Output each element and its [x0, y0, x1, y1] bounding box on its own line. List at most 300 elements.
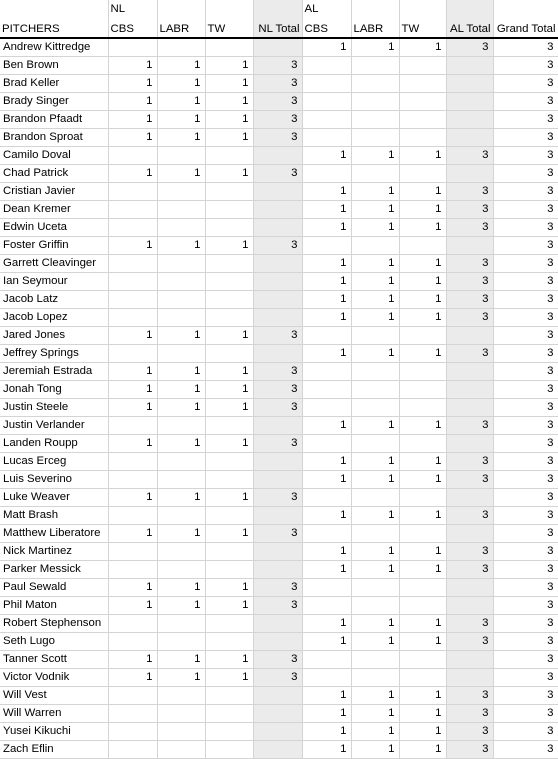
- al-tw-cell[interactable]: [399, 129, 446, 147]
- nl-total-cell[interactable]: [253, 633, 302, 651]
- name-cell[interactable]: Chad Patrick: [0, 165, 108, 183]
- al-cbs-cell[interactable]: [302, 579, 351, 597]
- al-cbs-cell[interactable]: 1: [302, 345, 351, 363]
- grand-total-cell[interactable]: 3: [493, 291, 558, 309]
- al-cbs-cell[interactable]: 1: [302, 273, 351, 291]
- al-tw-cell[interactable]: 1: [399, 507, 446, 525]
- al-tw-cell[interactable]: [399, 579, 446, 597]
- al-labr-cell[interactable]: [351, 435, 399, 453]
- al-cbs-cell[interactable]: 1: [302, 507, 351, 525]
- nl-tw-cell[interactable]: 1: [205, 399, 253, 417]
- al-labr-cell[interactable]: [351, 57, 399, 75]
- al-total-cell[interactable]: 3: [446, 273, 493, 291]
- grand-total-cell[interactable]: 3: [493, 453, 558, 471]
- al-cbs-cell[interactable]: [302, 57, 351, 75]
- nl-tw-cell[interactable]: 1: [205, 651, 253, 669]
- nl-tw-cell[interactable]: [205, 633, 253, 651]
- nl-labr-cell[interactable]: [157, 291, 205, 309]
- nl-tw-cell[interactable]: 1: [205, 237, 253, 255]
- nl-labr-cell[interactable]: [157, 273, 205, 291]
- al-tw-cell[interactable]: 1: [399, 291, 446, 309]
- al-tw-cell[interactable]: 1: [399, 147, 446, 165]
- nl-labr-cell[interactable]: 1: [157, 399, 205, 417]
- grand-total-cell[interactable]: 3: [493, 579, 558, 597]
- grand-total-cell[interactable]: 3: [493, 723, 558, 741]
- nl-labr-cell[interactable]: 1: [157, 93, 205, 111]
- nl-labr-cell[interactable]: 1: [157, 489, 205, 507]
- nl-cbs-cell[interactable]: 1: [108, 525, 157, 543]
- al-total-cell[interactable]: 3: [446, 723, 493, 741]
- al-tw-header[interactable]: TW: [399, 18, 446, 38]
- al-cbs-cell[interactable]: 1: [302, 543, 351, 561]
- nl-tw-cell[interactable]: [205, 561, 253, 579]
- al-cbs-cell[interactable]: [302, 399, 351, 417]
- nl-total-cell[interactable]: 3: [253, 327, 302, 345]
- nl-cbs-cell[interactable]: 1: [108, 111, 157, 129]
- grand-total-cell[interactable]: 3: [493, 651, 558, 669]
- al-labr-cell[interactable]: 1: [351, 687, 399, 705]
- al-total-cell[interactable]: [446, 435, 493, 453]
- al-labr-cell[interactable]: [351, 363, 399, 381]
- nl-tw-cell[interactable]: 1: [205, 75, 253, 93]
- name-cell[interactable]: Ben Brown: [0, 57, 108, 75]
- al-tw-cell[interactable]: 1: [399, 615, 446, 633]
- al-total-cell[interactable]: [446, 579, 493, 597]
- nl-total-cell[interactable]: [253, 705, 302, 723]
- al-cbs-cell[interactable]: 1: [302, 723, 351, 741]
- name-cell[interactable]: Camilo Doval: [0, 147, 108, 165]
- nl-labr-cell[interactable]: [157, 723, 205, 741]
- al-labr-cell[interactable]: [351, 525, 399, 543]
- nl-tw-cell[interactable]: [205, 291, 253, 309]
- al-cbs-cell[interactable]: 1: [302, 687, 351, 705]
- al-tw-cell[interactable]: [399, 165, 446, 183]
- al-tw-cell[interactable]: 1: [399, 561, 446, 579]
- al-cbs-cell[interactable]: 1: [302, 219, 351, 237]
- nl-labr-cell[interactable]: 1: [157, 597, 205, 615]
- name-cell[interactable]: Dean Kremer: [0, 201, 108, 219]
- nl-tw-cell[interactable]: 1: [205, 129, 253, 147]
- al-cbs-cell[interactable]: [302, 75, 351, 93]
- al-labr-cell[interactable]: [351, 165, 399, 183]
- nl-tw-cell[interactable]: 1: [205, 165, 253, 183]
- al-labr-cell[interactable]: 1: [351, 471, 399, 489]
- nl-total-cell[interactable]: [253, 38, 302, 57]
- name-cell[interactable]: Brandon Pfaadt: [0, 111, 108, 129]
- nl-tw-cell[interactable]: 1: [205, 579, 253, 597]
- name-cell[interactable]: Will Warren: [0, 705, 108, 723]
- nl-tw-cell[interactable]: [205, 723, 253, 741]
- nl-labr-cell[interactable]: [157, 453, 205, 471]
- al-labr-cell[interactable]: 1: [351, 183, 399, 201]
- al-tw-cell[interactable]: 1: [399, 309, 446, 327]
- nl-labr-cell[interactable]: [157, 705, 205, 723]
- nl-total-cell[interactable]: 3: [253, 597, 302, 615]
- al-labr-cell[interactable]: [351, 651, 399, 669]
- al-cbs-cell[interactable]: [302, 381, 351, 399]
- nl-tw-cell[interactable]: [205, 273, 253, 291]
- grand-total-cell[interactable]: 3: [493, 705, 558, 723]
- al-cbs-cell[interactable]: [302, 435, 351, 453]
- nl-total-cell[interactable]: 3: [253, 381, 302, 399]
- al-tw-cell[interactable]: [399, 489, 446, 507]
- nl-cbs-cell[interactable]: 1: [108, 237, 157, 255]
- nl-total-cell[interactable]: [253, 687, 302, 705]
- al-cbs-cell[interactable]: [302, 363, 351, 381]
- nl-total-cell[interactable]: [253, 345, 302, 363]
- nl-cbs-cell[interactable]: [108, 345, 157, 363]
- nl-labr-cell[interactable]: 1: [157, 525, 205, 543]
- nl-total-cell[interactable]: 3: [253, 399, 302, 417]
- nl-total-cell[interactable]: [253, 615, 302, 633]
- nl-cbs-cell[interactable]: [108, 201, 157, 219]
- al-total-header[interactable]: AL Total: [446, 18, 493, 38]
- al-labr-cell[interactable]: [351, 579, 399, 597]
- al-labr-cell[interactable]: [351, 399, 399, 417]
- al-tw-cell[interactable]: [399, 93, 446, 111]
- nl-total-cell[interactable]: 3: [253, 489, 302, 507]
- nl-labr-cell[interactable]: 1: [157, 651, 205, 669]
- grand-total-cell[interactable]: 3: [493, 561, 558, 579]
- al-labr-cell[interactable]: 1: [351, 201, 399, 219]
- al-tw-cell[interactable]: 1: [399, 741, 446, 759]
- name-cell[interactable]: Zach Eflin: [0, 741, 108, 759]
- nl-total-cell[interactable]: 3: [253, 129, 302, 147]
- nl-tw-header[interactable]: TW: [205, 18, 253, 38]
- al-cbs-cell[interactable]: [302, 651, 351, 669]
- nl-cbs-cell[interactable]: 1: [108, 579, 157, 597]
- nl-labr-cell[interactable]: [157, 201, 205, 219]
- name-cell[interactable]: Jacob Lopez: [0, 309, 108, 327]
- name-cell[interactable]: Paul Sewald: [0, 579, 108, 597]
- al-cbs-cell[interactable]: 1: [302, 147, 351, 165]
- nl-total-cell[interactable]: 3: [253, 237, 302, 255]
- al-labr-cell[interactable]: [351, 381, 399, 399]
- al-tw-cell[interactable]: 1: [399, 219, 446, 237]
- nl-group-header[interactable]: NL: [108, 0, 157, 18]
- nl-cbs-cell[interactable]: 1: [108, 327, 157, 345]
- name-cell[interactable]: Jonah Tong: [0, 381, 108, 399]
- nl-labr-cell[interactable]: 1: [157, 165, 205, 183]
- nl-total-cell[interactable]: 3: [253, 111, 302, 129]
- al-tw-cell[interactable]: [399, 669, 446, 687]
- nl-total-cell[interactable]: [253, 471, 302, 489]
- nl-tw-cell[interactable]: [205, 183, 253, 201]
- grand-total-cell[interactable]: 3: [493, 129, 558, 147]
- name-cell[interactable]: Edwin Uceta: [0, 219, 108, 237]
- nl-labr-header[interactable]: LABR: [157, 18, 205, 38]
- nl-labr-cell[interactable]: 1: [157, 435, 205, 453]
- al-labr-cell[interactable]: 1: [351, 723, 399, 741]
- nl-total-cell[interactable]: [253, 183, 302, 201]
- al-total-cell[interactable]: 3: [446, 453, 493, 471]
- al-cbs-cell[interactable]: 1: [302, 615, 351, 633]
- grand-total-cell[interactable]: 3: [493, 57, 558, 75]
- al-tw-cell[interactable]: [399, 75, 446, 93]
- al-cbs-cell[interactable]: 1: [302, 453, 351, 471]
- al-labr-cell[interactable]: 1: [351, 255, 399, 273]
- al-cbs-cell[interactable]: [302, 327, 351, 345]
- grand-total-cell[interactable]: 3: [493, 435, 558, 453]
- nl-labr-cell[interactable]: [157, 255, 205, 273]
- nl-cbs-cell[interactable]: 1: [108, 57, 157, 75]
- nl-total-cell[interactable]: [253, 273, 302, 291]
- nl-cbs-cell[interactable]: [108, 453, 157, 471]
- nl-labr-cell[interactable]: [157, 147, 205, 165]
- al-total-cell[interactable]: [446, 75, 493, 93]
- al-total-cell[interactable]: [446, 669, 493, 687]
- grand-total-cell[interactable]: 3: [493, 255, 558, 273]
- nl-tw-cell[interactable]: [205, 147, 253, 165]
- al-total-cell[interactable]: 3: [446, 687, 493, 705]
- nl-cbs-cell[interactable]: [108, 507, 157, 525]
- nl-cbs-cell[interactable]: 1: [108, 75, 157, 93]
- nl-labr-cell[interactable]: [157, 38, 205, 57]
- name-cell[interactable]: Ian Seymour: [0, 273, 108, 291]
- al-cbs-cell[interactable]: 1: [302, 201, 351, 219]
- nl-cbs-cell[interactable]: [108, 38, 157, 57]
- grand-total-cell[interactable]: 3: [493, 75, 558, 93]
- grand-total-cell[interactable]: 3: [493, 273, 558, 291]
- nl-total-cell[interactable]: 3: [253, 75, 302, 93]
- nl-labr-cell[interactable]: 1: [157, 363, 205, 381]
- al-labr-cell[interactable]: 1: [351, 345, 399, 363]
- grand-total-cell[interactable]: 3: [493, 327, 558, 345]
- nl-labr-cell[interactable]: 1: [157, 111, 205, 129]
- al-total-cell[interactable]: [446, 129, 493, 147]
- al-cbs-cell[interactable]: [302, 237, 351, 255]
- grand-total-cell[interactable]: 3: [493, 741, 558, 759]
- al-labr-cell[interactable]: [351, 669, 399, 687]
- al-tw-cell[interactable]: 1: [399, 453, 446, 471]
- name-cell[interactable]: Justin Verlander: [0, 417, 108, 435]
- grand-total-cell[interactable]: 3: [493, 597, 558, 615]
- nl-total-cell[interactable]: [253, 543, 302, 561]
- nl-tw-cell[interactable]: 1: [205, 327, 253, 345]
- nl-tw-cell[interactable]: 1: [205, 381, 253, 399]
- name-cell[interactable]: Brandon Sproat: [0, 129, 108, 147]
- nl-cbs-cell[interactable]: [108, 147, 157, 165]
- nl-cbs-cell[interactable]: [108, 219, 157, 237]
- nl-tw-cell[interactable]: [205, 201, 253, 219]
- pitchers-header[interactable]: PITCHERS: [0, 18, 108, 38]
- al-labr-cell[interactable]: 1: [351, 615, 399, 633]
- al-tw-cell[interactable]: 1: [399, 723, 446, 741]
- nl-cbs-cell[interactable]: [108, 615, 157, 633]
- name-cell[interactable]: Andrew Kittredge: [0, 38, 108, 57]
- al-labr-cell[interactable]: [351, 111, 399, 129]
- nl-labr-cell[interactable]: [157, 507, 205, 525]
- nl-cbs-cell[interactable]: [108, 255, 157, 273]
- grand-total-cell[interactable]: 3: [493, 237, 558, 255]
- al-cbs-cell[interactable]: [302, 669, 351, 687]
- corner-cell[interactable]: [0, 0, 108, 18]
- al-cbs-cell[interactable]: 1: [302, 309, 351, 327]
- nl-labr-cell[interactable]: [157, 309, 205, 327]
- nl-cbs-header[interactable]: CBS: [108, 18, 157, 38]
- al-tw-cell[interactable]: 1: [399, 543, 446, 561]
- grand-total-cell[interactable]: 3: [493, 615, 558, 633]
- nl-tw-cell[interactable]: 1: [205, 111, 253, 129]
- al-tw-cell[interactable]: 1: [399, 183, 446, 201]
- nl-tw-cell[interactable]: 1: [205, 597, 253, 615]
- al-cbs-cell[interactable]: 1: [302, 633, 351, 651]
- al-labr-cell[interactable]: 1: [351, 453, 399, 471]
- al-tw-cell[interactable]: 1: [399, 201, 446, 219]
- al-total-cell[interactable]: [446, 525, 493, 543]
- nl-tw-cell[interactable]: 1: [205, 57, 253, 75]
- nl-total-cell[interactable]: 3: [253, 93, 302, 111]
- nl-labr-cell[interactable]: [157, 615, 205, 633]
- al-tw-cell[interactable]: 1: [399, 345, 446, 363]
- al-labr-cell[interactable]: 1: [351, 633, 399, 651]
- nl-tw-cell[interactable]: [205, 507, 253, 525]
- al-tw-cell[interactable]: 1: [399, 273, 446, 291]
- nl-tw-cell[interactable]: [205, 687, 253, 705]
- grand-total-cell[interactable]: 3: [493, 111, 558, 129]
- al-tw-cell[interactable]: [399, 525, 446, 543]
- name-cell[interactable]: Nick Martinez: [0, 543, 108, 561]
- name-cell[interactable]: Jeffrey Springs: [0, 345, 108, 363]
- nl-cbs-cell[interactable]: [108, 273, 157, 291]
- nl-total-cell[interactable]: [253, 723, 302, 741]
- al-cbs-cell[interactable]: [302, 93, 351, 111]
- grand-total-cell[interactable]: 3: [493, 147, 558, 165]
- nl-total-cell[interactable]: [253, 201, 302, 219]
- name-cell[interactable]: Jacob Latz: [0, 291, 108, 309]
- al-cbs-cell[interactable]: 1: [302, 417, 351, 435]
- al-cbs-cell[interactable]: 1: [302, 471, 351, 489]
- al-tw-cell[interactable]: 1: [399, 471, 446, 489]
- al-group-header[interactable]: AL: [302, 0, 351, 18]
- al-labr-cell[interactable]: 1: [351, 507, 399, 525]
- name-cell[interactable]: Luis Severino: [0, 471, 108, 489]
- nl-cbs-cell[interactable]: [108, 561, 157, 579]
- nl-tw-cell[interactable]: [205, 38, 253, 57]
- al-total-cell[interactable]: [446, 363, 493, 381]
- al-cbs-cell[interactable]: [302, 597, 351, 615]
- al-total-cell[interactable]: [446, 381, 493, 399]
- grand-total-cell[interactable]: 3: [493, 363, 558, 381]
- al-labr-cell[interactable]: [351, 129, 399, 147]
- nl-labr-cell[interactable]: [157, 687, 205, 705]
- al-total-cell[interactable]: 3: [446, 255, 493, 273]
- grand-total-cell[interactable]: 3: [493, 417, 558, 435]
- name-cell[interactable]: Landen Roupp: [0, 435, 108, 453]
- nl-cbs-cell[interactable]: 1: [108, 669, 157, 687]
- nl-cbs-cell[interactable]: 1: [108, 129, 157, 147]
- al-total-cell[interactable]: [446, 399, 493, 417]
- nl-tw-cell[interactable]: [205, 345, 253, 363]
- nl-tw-cell[interactable]: [205, 219, 253, 237]
- nl-cbs-cell[interactable]: [108, 723, 157, 741]
- al-tw-cell[interactable]: 1: [399, 255, 446, 273]
- grand-total-cell[interactable]: 3: [493, 507, 558, 525]
- nl-tw-cell[interactable]: [205, 543, 253, 561]
- al-cbs-cell[interactable]: 1: [302, 183, 351, 201]
- al-total-cell[interactable]: 3: [446, 543, 493, 561]
- al-total-cell[interactable]: 3: [446, 507, 493, 525]
- nl-labr-cell[interactable]: 1: [157, 129, 205, 147]
- al-total-cell[interactable]: 3: [446, 345, 493, 363]
- al-cbs-cell[interactable]: 1: [302, 705, 351, 723]
- nl-tw-cell[interactable]: 1: [205, 669, 253, 687]
- al-total-cell[interactable]: [446, 93, 493, 111]
- nl-labr-cell[interactable]: [157, 219, 205, 237]
- name-cell[interactable]: Jeremiah Estrada: [0, 363, 108, 381]
- nl-total-cell[interactable]: 3: [253, 651, 302, 669]
- al-labr-cell[interactable]: [351, 327, 399, 345]
- nl-total-header[interactable]: NL Total: [253, 18, 302, 38]
- grand-total-cell[interactable]: 3: [493, 201, 558, 219]
- name-cell[interactable]: Will Vest: [0, 687, 108, 705]
- nl-cbs-cell[interactable]: 1: [108, 597, 157, 615]
- nl-labr-cell[interactable]: 1: [157, 579, 205, 597]
- al-total-cell[interactable]: 3: [446, 309, 493, 327]
- al-cbs-cell[interactable]: 1: [302, 255, 351, 273]
- name-cell[interactable]: Matthew Liberatore: [0, 525, 108, 543]
- al-labr-cell[interactable]: 1: [351, 309, 399, 327]
- nl-labr-cell[interactable]: [157, 543, 205, 561]
- nl-labr-cell[interactable]: 1: [157, 75, 205, 93]
- name-cell[interactable]: Seth Lugo: [0, 633, 108, 651]
- al-tw-cell[interactable]: [399, 399, 446, 417]
- nl-tw-cell[interactable]: 1: [205, 93, 253, 111]
- grand-total-cell[interactable]: 3: [493, 381, 558, 399]
- nl-labr-cell[interactable]: [157, 471, 205, 489]
- name-cell[interactable]: Justin Steele: [0, 399, 108, 417]
- al-labr-cell[interactable]: 1: [351, 741, 399, 759]
- al-total-cell[interactable]: 3: [446, 705, 493, 723]
- al-total-cell[interactable]: [446, 237, 493, 255]
- name-cell[interactable]: Parker Messick: [0, 561, 108, 579]
- nl-tw-cell[interactable]: 1: [205, 363, 253, 381]
- grand-total-cell[interactable]: 3: [493, 687, 558, 705]
- al-cbs-cell[interactable]: [302, 129, 351, 147]
- al-cbs-cell[interactable]: [302, 111, 351, 129]
- nl-tw-cell[interactable]: [205, 309, 253, 327]
- name-cell[interactable]: Matt Brash: [0, 507, 108, 525]
- name-cell[interactable]: Yusei Kikuchi: [0, 723, 108, 741]
- al-total-cell[interactable]: 3: [446, 741, 493, 759]
- nl-cbs-cell[interactable]: [108, 705, 157, 723]
- al-total-cell[interactable]: 3: [446, 38, 493, 57]
- al-cbs-cell[interactable]: 1: [302, 561, 351, 579]
- al-tw-cell[interactable]: [399, 651, 446, 669]
- nl-cbs-cell[interactable]: [108, 687, 157, 705]
- nl-tw-cell[interactable]: [205, 615, 253, 633]
- al-cbs-cell[interactable]: 1: [302, 38, 351, 57]
- al-total-cell[interactable]: [446, 597, 493, 615]
- nl-total-cell[interactable]: 3: [253, 165, 302, 183]
- nl-tw-cell[interactable]: [205, 705, 253, 723]
- al-total-cell[interactable]: 3: [446, 147, 493, 165]
- nl-labr-cell[interactable]: 1: [157, 237, 205, 255]
- nl-total-cell[interactable]: [253, 309, 302, 327]
- nl-cbs-cell[interactable]: [108, 291, 157, 309]
- nl-labr-cell[interactable]: 1: [157, 57, 205, 75]
- nl-labr-cell[interactable]: 1: [157, 669, 205, 687]
- al-total-cell[interactable]: [446, 165, 493, 183]
- name-cell[interactable]: Garrett Cleavinger: [0, 255, 108, 273]
- name-cell[interactable]: Tanner Scott: [0, 651, 108, 669]
- al-labr-header[interactable]: LABR: [351, 18, 399, 38]
- al-labr-cell[interactable]: 1: [351, 705, 399, 723]
- nl-labr-cell[interactable]: 1: [157, 327, 205, 345]
- name-cell[interactable]: Brady Singer: [0, 93, 108, 111]
- grand-total-cell[interactable]: 3: [493, 309, 558, 327]
- nl-labr-cell[interactable]: [157, 417, 205, 435]
